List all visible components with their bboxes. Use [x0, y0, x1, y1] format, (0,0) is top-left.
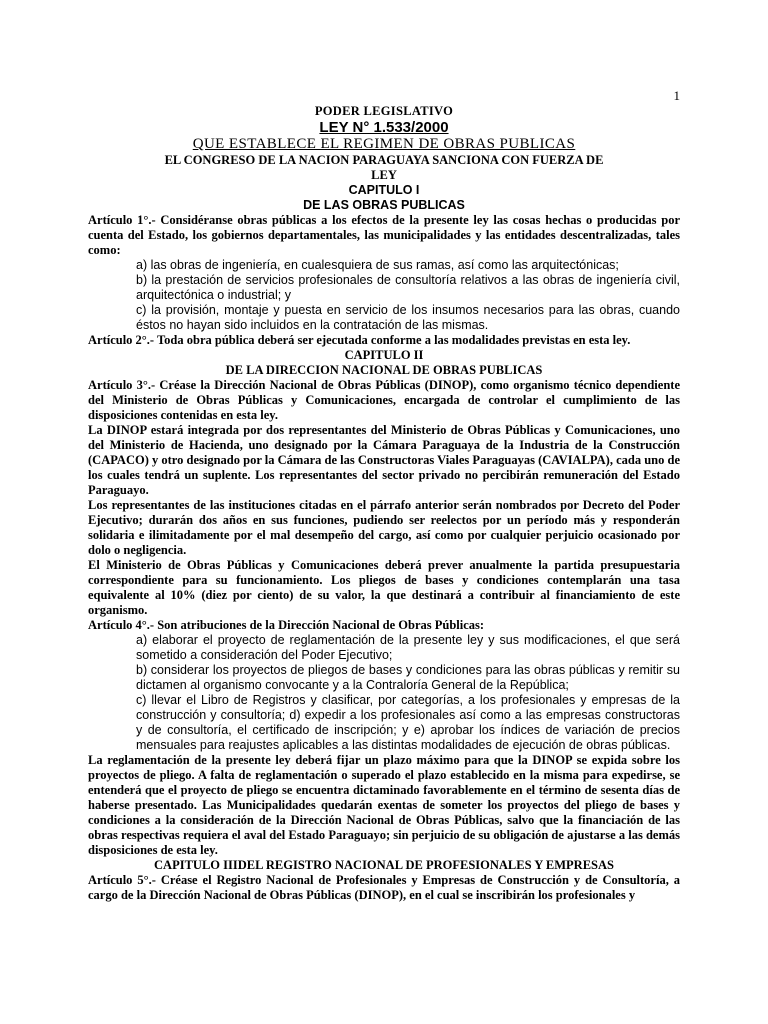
article-1-item-a: a) las obras de ingeniería, en cualesquiera de sus ramas, así como las arquitectónicas; — [136, 258, 619, 272]
article-3-paragraph-1: Artículo 3°.- Créase la Dirección Nacional de Obras Públicas (DINOP), como organismo técnico dependiente del Ministerio de Obras Públicas y Comunicaciones, encargada de controlar el cumplimiento de las disposiciones contenidas en esta ley. — [88, 378, 680, 422]
article-2-text: Artículo 2°.- Toda obra pública deberá ser ejecutada conforme a las modalidades previstas en esta ley. — [88, 333, 631, 347]
article-4-list — [88, 633, 680, 753]
article-1-text: Artículo 1°.- Considéranse obras públicas a los efectos de la presente ley las cosas hechas o producidas por cuenta del Estado, los gobiernos departamentales, las municipalidades y las entidades descentralizadas, tales como: — [88, 213, 680, 257]
article-4-paragraph-after: La reglamentación de la presente ley deberá fijar un plazo máximo para que la DINOP se expida sobre los proyectos de pliego. A falta de reglamentación o superado el plazo establecido en la misma para expedirse, se entenderá que el proyecto de pliego se encuentra dictaminado favorablemente en el término de sesenta días de haberse presentado. Las Municipalidades quedarán exentas de someter los proyectos del pliego de bases y condiciones a la consideración de la Dirección Nacional de Obras Públicas, salvo que la financiación de las obras respectivas requiera el aval del Estado Paraguayo; sin perjuicio de su obligación de ajustarse a las demás disposiciones de esta ley. — [88, 753, 680, 857]
article-3-paragraph-2: La DINOP estará integrada por dos representantes del Ministerio de Obras Públicas y Comunicaciones, uno del Ministerio de Hacienda, uno designado por la Cámara Paraguaya de la Industria de la Construcción (CAPACO) y otro designado por la Cámara de las Constructoras Viales Paraguayas (CAVIALPA), cada uno de los cuales tendrá un suplente. Los representantes del sector privado no percibirán remuneración del Estado Paraguayo. — [88, 423, 680, 497]
article-4-text: Artículo 4°.- Son atribuciones de la Dirección Nacional de Obras Públicas: — [88, 618, 485, 632]
article-4-item-a: a) elaborar el proyecto de reglamentación de la presente ley y sus modificaciones, el que será sometido a consideración del Poder Ejecutivo; — [136, 633, 680, 662]
chapter-2-label: CAPITULO II — [344, 348, 424, 362]
header-congreso-line2: LEY — [371, 168, 397, 182]
article-4-item-b: b) considerar los proyectos de pliegos de bases y condiciones para las obras públicas y remitir su dictamen al organismo convocante y a la Contraloría General de la República; — [136, 663, 680, 692]
article-1-item-b: b) la prestación de servicios profesionales de consultoría relativos a las obras de ingeniería civil, arquitectónica o industrial; y — [136, 273, 680, 302]
document-body — [88, 104, 680, 903]
header-poder-legislativo: PODER LEGISLATIVO — [314, 104, 454, 118]
page-number: 1 — [673, 88, 680, 103]
article-1-item-c: c) la provisión, montaje y puesta en servicio de los insumos necesarios para las obras, cuando éstos no hayan sido incluidos en la contratación de las mismas. — [136, 303, 680, 332]
article-5-text: Artículo 5°.- Créase el Registro Nacional de Profesionales y Empresas de Construcción y de Consultoría, a cargo de la Dirección Nacional de Obras Públicas (DINOP), en el cual se inscribirán los profesionales y — [88, 873, 680, 902]
chapter-1-label: CAPITULO I — [348, 183, 420, 197]
header-title: QUE ESTABLECE EL REGIMEN DE OBRAS PUBLICAS — [192, 136, 576, 152]
article-1-list — [88, 258, 680, 333]
article-3-paragraph-4: El Ministerio de Obras Públicas y Comunicaciones deberá prever anualmente la partida presupuestaria correspondiente para su funcionamiento. Los pliegos de bases y condiciones contemplarán una tasa equivalente al 10% (diez por ciento) de su valor, la que destinará a contribuir al financiamiento de este organismo. — [88, 558, 680, 617]
header-ley-number: LEY N° 1.533/2000 — [319, 119, 449, 136]
header-congreso-line1: EL CONGRESO DE LA NACION PARAGUAYA SANCIONA CON FUERZA DE — [164, 153, 604, 167]
chapter-2-title: DE LA DIRECCION NACIONAL DE OBRAS PUBLICAS — [225, 363, 543, 377]
article-4-item-c: c) llevar el Libro de Registros y clasificar, por categorías, a los profesionales y empresas de la construcción y consultoría; d) expedir a los profesionales así como a las empresas constructoras y de consultoría, el certificado de inscripción; y e) aprobar los índices de variación de precios mensuales para reajustes aplicables a las distintas modalidades de ejecución de obras públicas. — [136, 693, 680, 752]
chapter-1-title: DE LAS OBRAS PUBLICAS — [303, 198, 465, 212]
chapter-3-title: CAPITULO IIIDEL REGISTRO NACIONAL DE PROFESIONALES Y EMPRESAS — [154, 858, 614, 872]
article-3-paragraph-3: Los representantes de las instituciones citadas en el párrafo anterior serán nombrados por Decreto del Poder Ejecutivo; durarán dos años en sus funciones, pudiendo ser reelectos por un período más y responderán solidaria e ilimitadamente por el mal desempeño del cargo, así como por cualquier perjuicio ocasionado por dolo o negligencia. — [88, 498, 680, 557]
